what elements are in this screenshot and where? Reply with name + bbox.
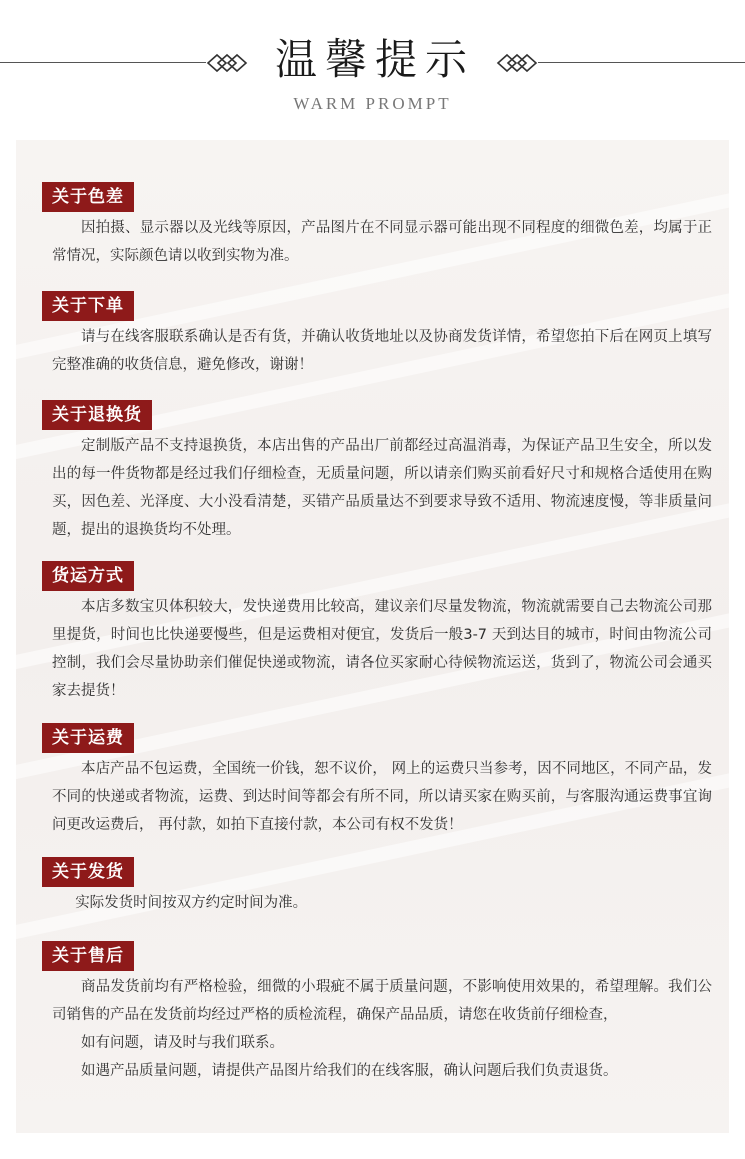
section-text: 因拍摄、显示器以及光线等原因，产品图片在不同显示器可能出现不同程度的细微色差，均属于正常情况，实际颜色请以收到实物为准。: [52, 220, 712, 264]
section-text: 定制版产品不支持退换货，本店出售的产品出厂前都经过高温消毒，为保证产品卫生安全，所以发出的每一件货物都是经过我们仔细检查，无质量问题，所以请亲们购买前看好尺寸和规格合适使用在购买，因色差、光泽度、大小没看清楚，买错产品质量达不到要求导致不适用、物流速度慢，等非质量问题，提出的退换货均不处理。: [52, 438, 712, 538]
header-rule-right: [538, 62, 745, 63]
section-text: 本店多数宝贝体积较大，发快递费用比较高，建议亲们尽量发物流，物流就需要自己去物流公司那里提货，时间也比快递要慢些，但是运费相对便宜，发货后一般3-7 天到达目的城市，时间由物流公司控制，我们会尽量协助亲们催促快递或物流，请各位买家耐心待候物流运送，货到了，物流公司会通买家去提货！: [52, 599, 712, 699]
section-label: 关于下单: [42, 291, 134, 321]
section-returns: [42, 400, 712, 544]
section-label: 关于售后: [42, 941, 134, 971]
knot-ornament-left-icon: [206, 52, 250, 74]
page-title: 温馨提示: [274, 35, 475, 84]
section-text: 本店产品不包运费，全国统一价钱，恕不议价， 网上的运费只当参考，因不同地区，不同产品，发不同的快递或者物流，运费、到达时间等都会有所不同，所以请买家在购买前，与客服沟通运费事宜询问更改运费后， 再付款，如拍下直接付款，本公司有权不发货！: [52, 761, 712, 833]
section-text: 请与在线客服联系确认是否有货，并确认收货地址以及协商发货详情，希望您拍下后在网页上填写完整准确的收货信息，避免修改，谢谢！: [52, 329, 712, 373]
knot-ornament-right-icon: [494, 52, 538, 74]
section-color-difference: [42, 182, 712, 270]
section-label: 关于退换货: [42, 400, 152, 430]
section-text: 商品发货前均有严格检验，细微的小瑕疵不属于质量问题，不影响使用效果的，希望理解。我们公司销售的产品在发货前均经过严格的质检流程，确保产品品质，请您在收货前仔细检查，: [52, 979, 712, 1023]
section-ordering: [42, 291, 712, 379]
section-after-sales: [42, 941, 712, 1085]
header-rule-left: [0, 62, 206, 63]
section-label: 关于发货: [42, 857, 134, 887]
section-delivery: [42, 857, 712, 917]
page-subtitle: WARM PROMPT: [293, 94, 452, 113]
section-label: 货运方式: [42, 561, 134, 591]
section-shipping-method: [42, 561, 712, 705]
section-label: 关于运费: [42, 723, 134, 753]
section-text-extra: 如有问题，请及时与我们联系。: [81, 1035, 284, 1051]
section-text-block: [52, 973, 712, 1085]
header: [0, 0, 745, 140]
section-label: 关于色差: [42, 182, 134, 212]
section-shipping-fee: [42, 723, 712, 839]
section-text-extra: 如遇产品质量问题，请提供产品图片给我们的在线客服，确认问题后我们负责退货。: [81, 1063, 618, 1079]
section-text: 实际发货时间按双方约定时间为准。: [75, 895, 308, 911]
